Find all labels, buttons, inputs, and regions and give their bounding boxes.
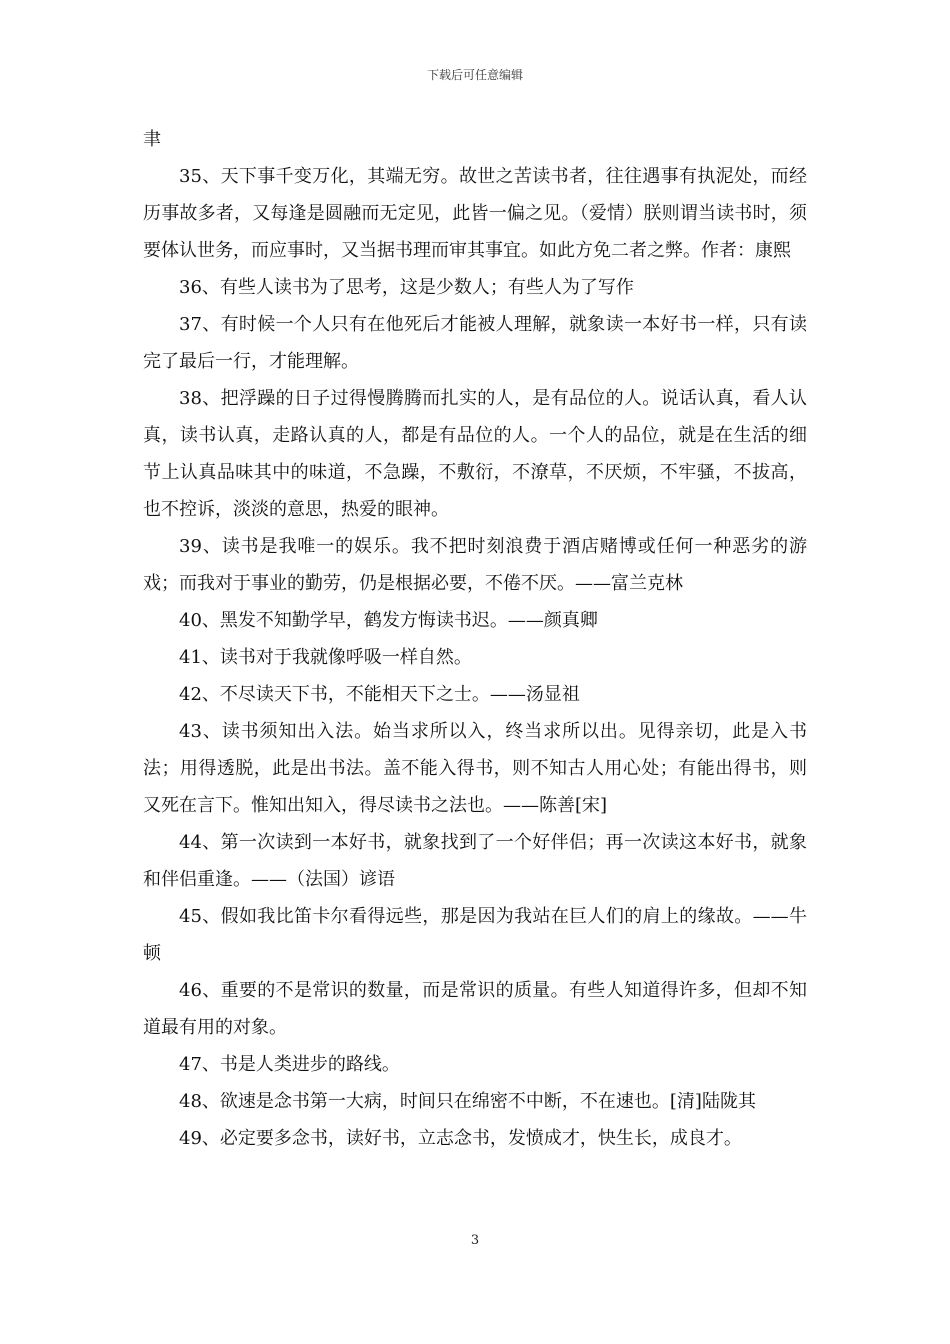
quote-paragraph-39: 39、读书是我唯一的娱乐。我不把时刻浪费于酒店赌博或任何一种恶劣的游戏；而我对于事业的勤劳，仍是根据必要，不倦不厌。——富兰克林: [143, 536, 807, 594]
paragraph-continuation: 聿: [143, 129, 161, 150]
quote-paragraph-37: 37、有时候一个人只有在他死后才能被人理解，就象读一本好书一样，只有读完了最后一行，才能理解。: [143, 314, 807, 372]
quote-paragraph-42: 42、不尽读天下书，不能相天下之士。——汤显祖: [179, 684, 580, 705]
quote-paragraph-40: 40、黑发不知勤学早，鹤发方悔读书迟。——颜真卿: [179, 610, 598, 631]
page-number: 3: [470, 1233, 480, 1248]
quote-paragraph-38: 38、把浮躁的日子过得慢腾腾而扎实的人，是有品位的人。说话认真，看人认真，读书认真，走路认真的人，都是有品位的人。一个人的品位，就是在生活的细节上认真品味其中的味道，不急躁，不敷衍，不潦草，不厌烦，不牢骚，不拔高，也不控诉，淡淡的意思，热爱的眼神。: [143, 388, 807, 520]
quote-paragraph-41: 41、读书对于我就像呼吸一样自然。: [179, 647, 472, 668]
quote-paragraph-44: 44、第一次读到一本好书，就象找到了一个好伴侣；再一次读这本好书，就象和伴侣重逢。——（法国）谚语: [143, 832, 807, 890]
quote-paragraph-36: 36、有些人读书为了思考，这是少数人；有些人为了写作: [179, 277, 634, 298]
document-body: [143, 121, 807, 1157]
quote-paragraph-49: 49、必定要多念书，读好书，立志念书，发愤成才，快生长，成良才。: [179, 1128, 742, 1149]
quote-paragraph-47: 47、书是人类进步的路线。: [179, 1054, 400, 1075]
quote-paragraph-45: 45、假如我比笛卡尔看得远些，那是因为我站在巨人们的肩上的缘故。——牛顿: [143, 906, 807, 964]
quote-paragraph-46: 46、重要的不是常识的数量，而是常识的质量。有些人知道得许多，但却不知道最有用的对象。: [143, 980, 807, 1038]
quote-paragraph-43: 43、读书须知出入法。始当求所以入，终当求所以出。见得亲切，此是入书法；用得透脱，此是出书法。盖不能入得书，则不知古人用心处；有能出得书，则又死在言下。惟知出知入，得尽读书之法也。——陈善[宋]: [143, 721, 807, 816]
quote-paragraph-48: 48、欲速是念书第一大病，时间只在绵密不中断，不在速也。[清]陆陇其: [179, 1091, 756, 1112]
quote-paragraph-35: 35、天下事千变万化，其端无穷。故世之苦读书者，往往遇事有执泥处，而经历事故多者，又每逢是圆融而无定见，此皆一偏之见。（爱情）朕则谓当读书时，须要体认世务，而应事时，又当据书理而审其事宜。如此方免二者之弊。作者：康熙: [143, 166, 807, 261]
page-header: 下载后可任意编辑: [426, 68, 523, 82]
